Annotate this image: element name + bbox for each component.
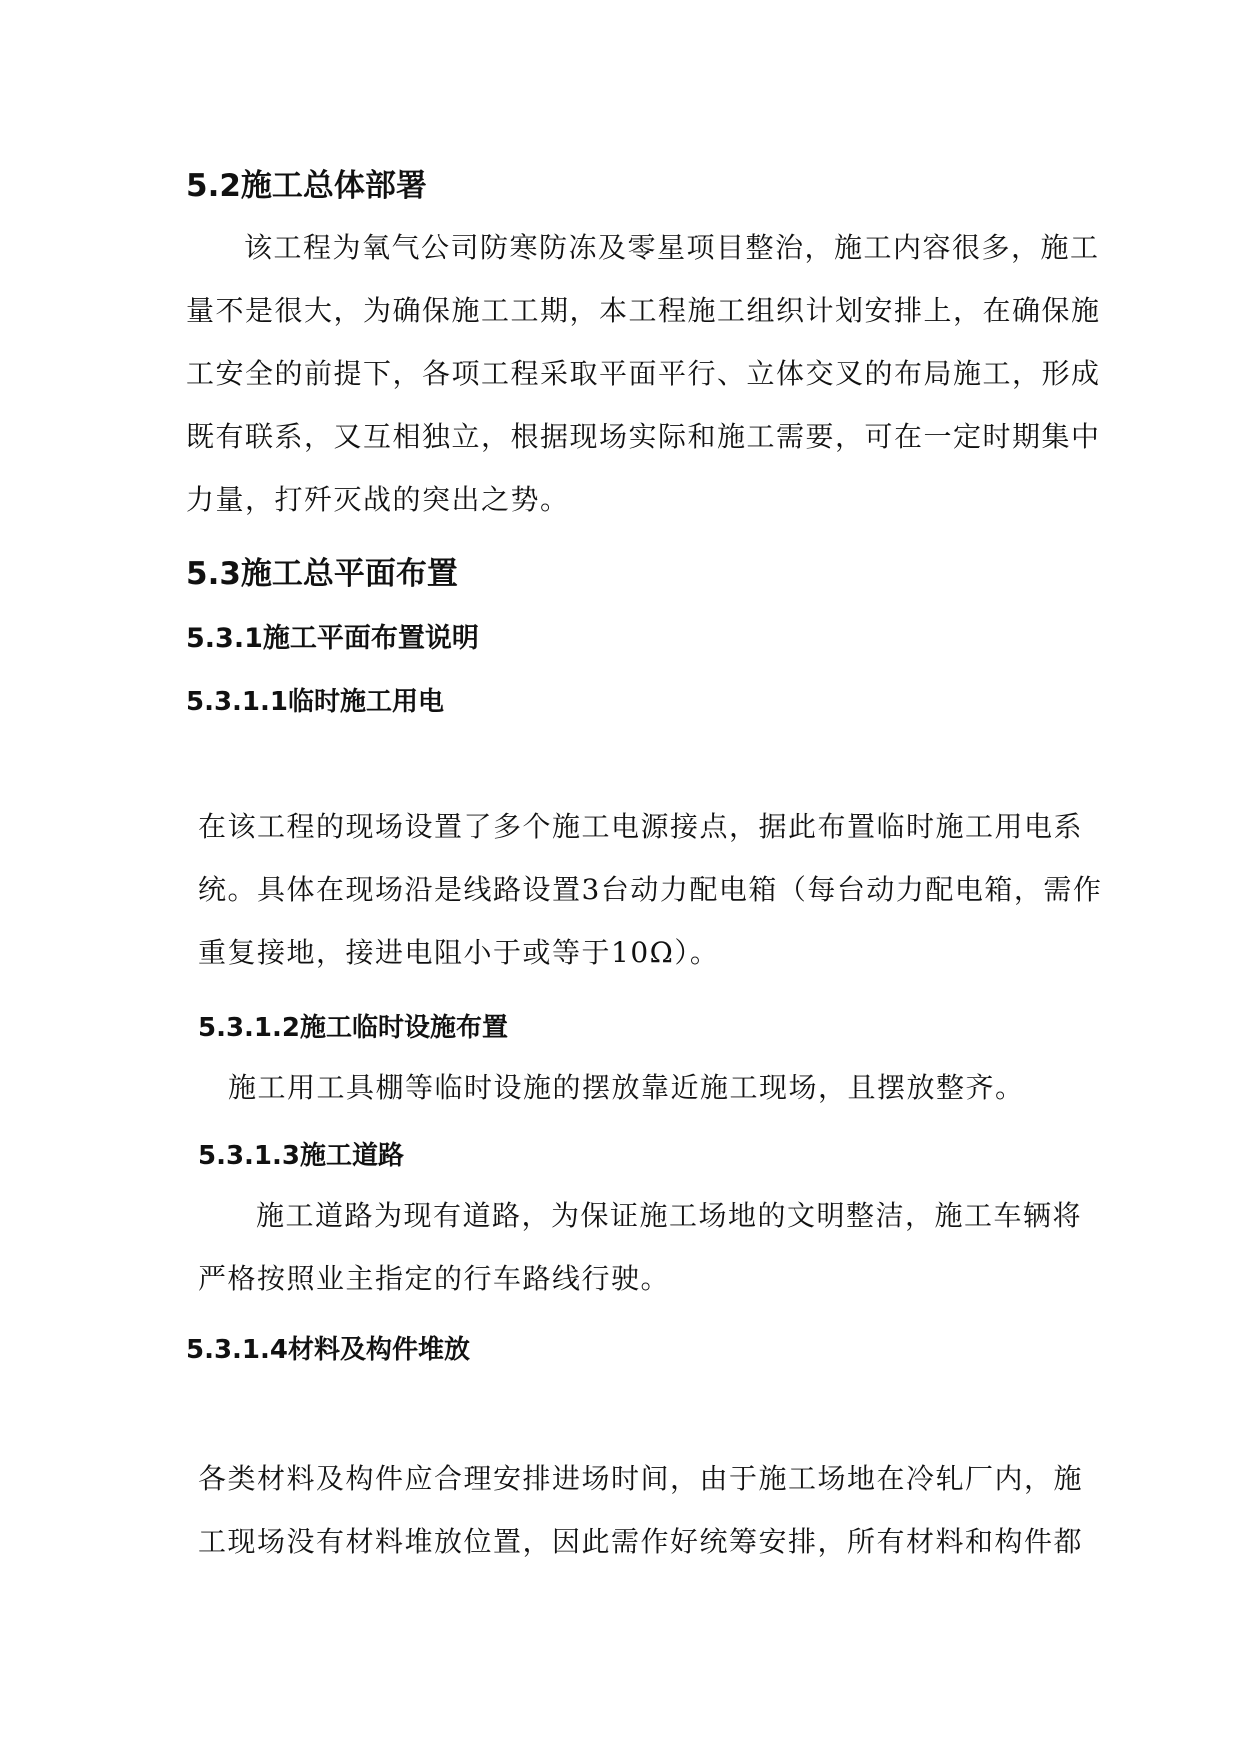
paragraph-line: 工现场没有材料堆放位置，因此需作好统筹安排，所有材料和构件都	[198, 1525, 1084, 1558]
paragraph-line: 严格按照业主指定的行车路线行驶。	[198, 1262, 671, 1295]
heading-5-3-1-1: 5.3.1.1临时施工用电	[186, 687, 444, 717]
paragraph-line: 既有联系，又互相独立，根据现场实际和施工需要，可在一定时期集中	[186, 420, 1101, 453]
heading-5-3: 5.3施工总平面布置	[186, 556, 458, 592]
paragraph-line: 重复接地，接进电阻小于或等于10Ω）。	[198, 936, 720, 969]
paragraph-line: 力量，打歼灭战的突出之势。	[186, 483, 570, 516]
paragraph-5-3-1-1	[198, 795, 1102, 984]
paragraph-5-3-1-4	[198, 1447, 1083, 1573]
paragraph-line: 量不是很大，为确保施工工期，本工程施工组织计划安排上，在确保施	[186, 294, 1101, 327]
heading-5-2: 5.2施工总体部署	[186, 168, 427, 204]
paragraph-line: 在该工程的现场设置了多个施工电源接点，据此布置临时施工用电系	[198, 810, 1084, 843]
paragraph-line: 统。具体在现场沿是线路设置3台动力配电箱（每台动力配电箱，需作	[198, 873, 1103, 906]
heading-5-3-1-2: 5.3.1.2施工临时设施布置	[198, 1013, 508, 1043]
paragraph-5-2	[186, 216, 1101, 531]
paragraph-line: 该工程为氧气公司防寒防冻及零星项目整治，施工内容很多，施工	[244, 231, 1100, 264]
heading-5-3-1: 5.3.1施工平面布置说明	[186, 623, 479, 654]
paragraph-line: 工安全的前提下，各项工程采取平面平行、立体交叉的布局施工，形成	[186, 357, 1101, 390]
heading-5-3-1-4: 5.3.1.4材料及构件堆放	[186, 1335, 470, 1365]
paragraph-5-3-1-3	[198, 1184, 1082, 1310]
heading-5-3-1-3: 5.3.1.3施工道路	[198, 1141, 404, 1171]
paragraph-line: 施工用工具棚等临时设施的摆放靠近施工现场，且摆放整齐。	[228, 1071, 1025, 1104]
paragraph-line: 施工道路为现有道路，为保证施工场地的文明整洁，施工车辆将	[256, 1199, 1083, 1232]
paragraph-line: 各类材料及构件应合理安排进场时间，由于施工场地在冷轧厂内，施	[198, 1462, 1084, 1495]
paragraph-5-3-1-2	[228, 1056, 1025, 1119]
